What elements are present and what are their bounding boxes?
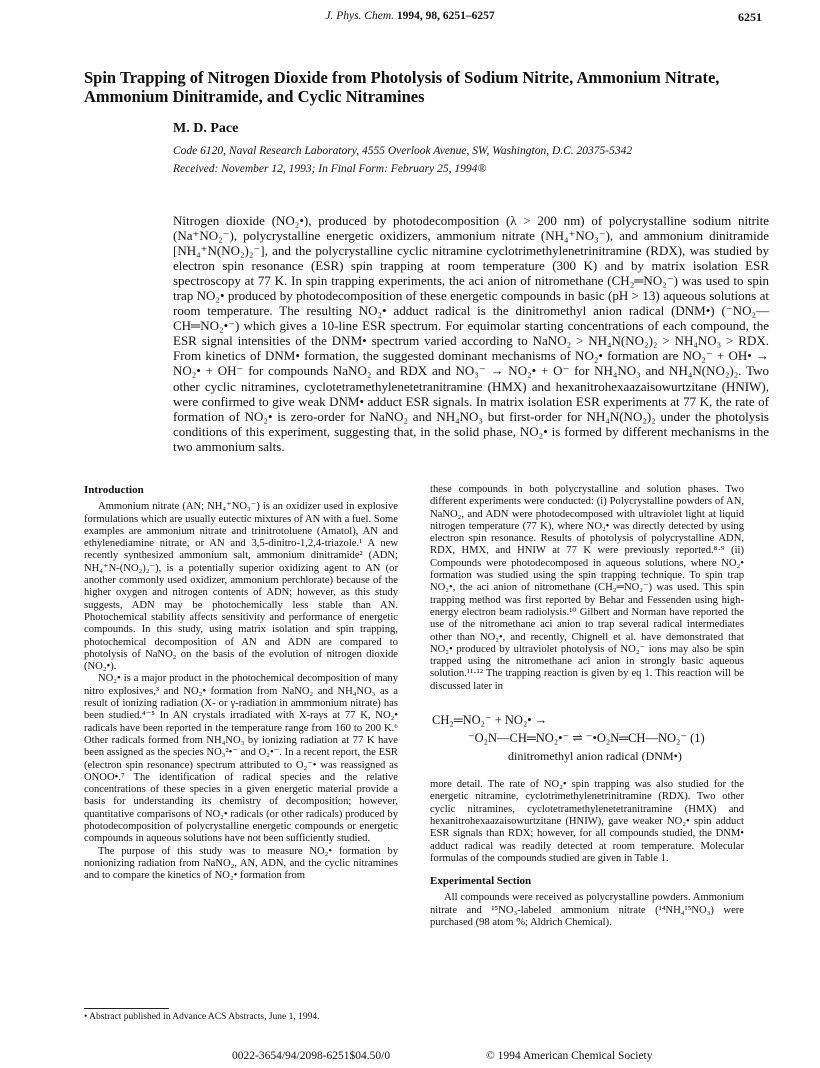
- copyright: © 1994 American Chemical Society: [486, 1050, 653, 1062]
- footnote-divider: [84, 1008, 169, 1009]
- affiliation: Code 6120, Naval Research Laboratory, 4555 Overlook Avenue, SW, Washington, D.C. 20375-5342: [173, 145, 633, 157]
- paragraph: The purpose of this study was to measure NO₂• formation by nonionizing radiation from NaNO₂, AN, ADN, and the cyclic nitramines and to compare the kinetics of NO₂• formation from: [84, 845, 398, 882]
- left-column: [84, 484, 398, 883]
- right-column: [430, 484, 744, 929]
- paragraph: Ammonium nitrate (AN; NH₄⁺NO₃⁻) is an oxidizer used in explosive formulations which are usually eutectic mixtures of AN with a fuel. Some examples are ammonium nitrate and trinitrotoluene (Amatol), AN and ethylenediamine nitrate, or AN and 3,5-dinitro-1,2,4-triazole.¹ A new recently synthesized ammonium salt, ammonium dinitramide² (ADN; NH₄⁺N-(NO₂)₂⁻), is a potentially superior oxidizing agent to AN (or another commonly used oxidizer, ammonium perchlorate) because of the higher oxygen and nitrogen contents of ADN; however, as this study suggests, ADN may be photochemically less stable than AN. Photochemical stability affects sensitivity and performance of energetic compounds. In this study, using matrix isolation and spin trapping, photochemical decomposition of AN and ADN are compared to photolysis of NaNO₂ on the basis of the evolution of nitrogen dioxide (NO₂•).: [84, 501, 398, 673]
- equation-line: CH₂═NO₂⁻ + NO₂• →: [432, 713, 548, 728]
- section-heading-experimental: Experimental Section: [430, 875, 532, 888]
- equation-line: ⁻O₂N—CH═NO₂•⁻ ⇌ ⁻•O₂N═CH—NO₂⁻ (1): [468, 731, 705, 746]
- abstract: Nitrogen dioxide (NO₂•), produced by photodecomposition (λ > 200 nm) of polycrystalline sodium nitrite (Na⁺NO₂⁻), polycrystalline energetic oxidizers, ammonium nitrate (NH₄⁺NO₃⁻), and ammonium dinitramide [NH₄⁺N(NO₂)₂⁻], and the polycrystalline cyclic nitramine cyclotrimethylenetrinitramine (RDX), was studied by electron spin resonance (ESR) spin trapping at room temperature (300 K) and by matrix isolation ESR spectroscopy at 77 K. In spin trapping experiments, the aci anion of nitromethane (CH₂═NO₂⁻) was used to spin trap NO₂• produced by photodecomposition of these energetic compounds in basic (pH > 13) aqueous solutions at room temperature. The resulting NO₂• adduct radical is the dinitromethyl anion radical (DNM•) (⁻NO₂—CH═NO₂•⁻) which gives a 10-line ESR spectrum. For equimolar starting concentrations of each compound, the ESR signal intensities of the DNM• spectrum varied according to NaNO₂ > NH₄N(NO₂)₂ > NH₄NO₃ > RDX. From kinetics of DNM• formation, the suggested dominant mechanisms of NO₂• formation are NO₂⁻ + OH• → NO₂• + OH⁻ for compounds NaNO₂ and RDX and NO₃⁻ → NO₂• + O⁻ for NH₄NO₃ and NH₄N(NO₂)₂. Two other cyclic nitramines, cyclotetramethylenetetranitramine (HMX) and hexanitrohexaazaisowurtzitane (HNIW), were confirmed to give weak DNM• adduct ESR signals. In matrix isolation ESR experiments at 77 K, the rate of formation of NO₂• is zero-order for NaNO₂ and NH₄NO₃ but first-order for NH₄N(NO₂)₂ under the photolysis conditions of this experiment, suggesting that, in the solid phase, NO₂• is formed by different mechanisms in the two ammonium salts.: [173, 213, 769, 454]
- price-code: 0022-3654/94/2098-6251$04.50/0: [232, 1050, 391, 1062]
- article-title: Spin Trapping of Nitrogen Dioxide from Photolysis of Sodium Nitrite, Ammonium Nitrate, Ammonium Dinitramide, and Cyclic Nitramines: [84, 68, 720, 106]
- footnote: • Abstract published in Advance ACS Abstracts, June 1, 1994.: [84, 1012, 320, 1022]
- page-number: 6251: [738, 10, 762, 24]
- journal-name: J. Phys. Chem.: [325, 10, 395, 22]
- paragraph: more detail. The rate of NO₂• spin trapping was also studied for the energetic nitramine, cyclotrimethylenetrinitramine (RDX). Two other cyclic nitramines, cyclotetramethylenetetranitramine (HMX) and hexanitrohexaazaisowurtzitane (HNIW), gave weaker NO₂• spin adduct ESR signals than RDX; however, for all compounds studied, the DNM• adduct radical was readily detected at room temperature. Molecular formulas of the compounds studied are given in Table 1.: [430, 779, 744, 864]
- received-dates: Received: November 12, 1993; In Final Form: February 25, 1994®: [173, 163, 487, 175]
- paragraph: All compounds were received as polycrystalline powders. Ammonium nitrate and ¹⁵NO₃-labeled ammonium nitrate (¹⁴NH₄¹⁵NO₃) were purchased (98 atom %; Aldrich Chemical).: [430, 892, 744, 929]
- paragraph: NO₂• is a major product in the photochemical decomposition of many nitro explosives,³ and NO₂• formation from NaNO₂ and NH₄NO₃ as a result of ionizing radiation (X- or γ-radiation in ammmonium nitrate) has been studied.⁴⁻⁵ In AN crystals irradiated with X-rays at 77 K, NO₂• radicals have been reported in the temperature range from 160 to 200 K.⁶ Other radicals formed from NH₄NO₃ by ionizing radiation at 77 K have been assigned as the species NO₃²•⁻ and O₂•⁻. In a recent report, the ESR (electron spin resonance) spectrum attributed to O₂⁻• was reassigned as ONOO•.⁷ The identification of radical species and the relative concentrations of these species in a given energetic material provide a basis for understanding its chemistry of decomposition; however, quantitative comparisons of NO₂• radicals (or other radicals) produced by photodecomposition of polycrystalline energetic compounds or energetic compounds in aqueous solutions have not been sufficiently studied.: [84, 673, 398, 845]
- section-heading-introduction: Introduction: [84, 484, 144, 496]
- equation-1: [430, 711, 744, 765]
- paragraph: these compounds in both polycrystalline and solution phases. Two different experiments were conducted: (i) Polycrystalline powders of AN, NaNO₂, and ADN were photodecomposed with ultraviolet light at liquid nitrogen temperature (77 K), where NO₂• was directly detected by using electron spin resonance. Results of photolysis of polycrystalline ADN, RDX, HMX, and HNIW at 77 K were previously reported.⁸·⁹ (ii) Compounds were photodecomposed in aqueous solutions, where NO₂• formation was studied using the spin trapping technique. To spin trap NO₂•, the aci anion of nitromethane (CH₂═NO₂⁻) was used. This spin trapping method was first reported by Behar and Fessenden using high-energy electron beam radiolysis.¹⁰ Gilbert and Norman have reported the use of the nitromethane aci anion to trap several radical intermediates other than NO₂•, and recently, Chignell et al. have demonstrated that NO₂• produced by ultraviolet photolysis of NO₂⁻ ions may also be spin trapped using the nitromethane aci anion in strongly basic aqueous solution.¹¹·¹² The trapping reaction is given by eq 1. This reaction will be discussed later in: [430, 484, 744, 692]
- running-header: [0, 10, 820, 22]
- journal-citation: 1994, 98, 6251–6257: [396, 10, 495, 22]
- author: M. D. Pace: [173, 121, 239, 136]
- affiliation-block: [173, 142, 632, 178]
- equation-caption: dinitromethyl anion radical (DNM•): [508, 749, 682, 764]
